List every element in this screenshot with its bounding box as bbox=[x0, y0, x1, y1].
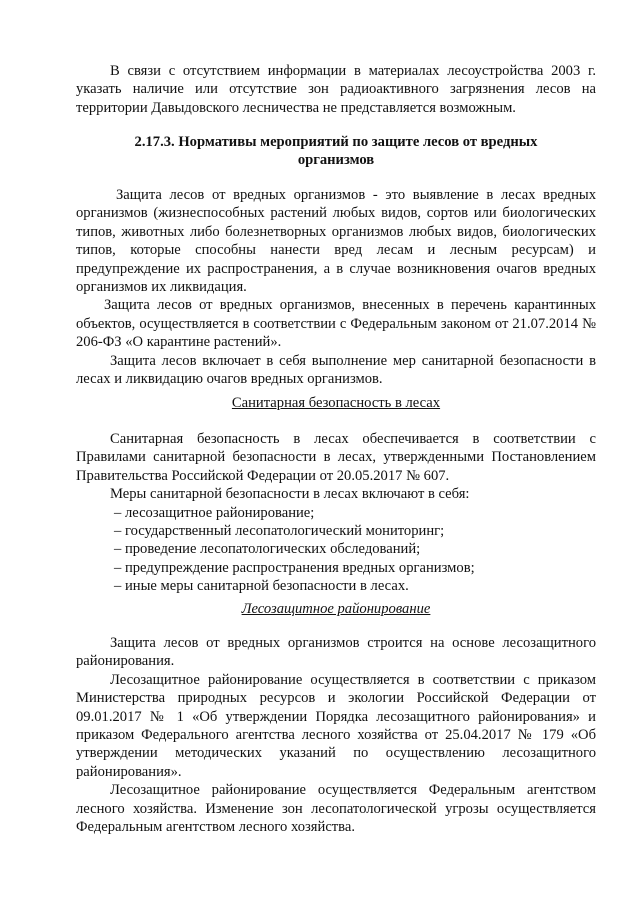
zoning-body bbox=[76, 634, 596, 836]
sanitary-paragraph: Санитарная безопасность в лесах обеспечивается в соответствии с Правилами санитарной безопасности в лесах, утвержденными Постановлением Правительства Российской Федерации от 20.05.2017 № 607. bbox=[76, 431, 596, 484]
paragraph-quarantine: Защита лесов от вредных организмов, внесенных в перечень карантинных объектов, осуществляется в соответствии с Федеральным законом от 21.07.2014 № 206-ФЗ «О карантине растений». bbox=[76, 297, 596, 351]
sanitary-heading-text: Санитарная безопасность в лесах bbox=[231, 395, 441, 411]
zoning-heading bbox=[76, 600, 596, 618]
list-item: – предупреждение распространения вредных организмов; bbox=[114, 559, 475, 576]
sanitary-list-intro: Меры санитарной безопасности в лесах включают в себя: bbox=[110, 486, 470, 503]
zoning-heading-text: Лесозащитное районирование bbox=[241, 601, 431, 617]
zoning-paragraph-basis: Защита лесов от вредных организмов строится на основе лесозащитного районирования. bbox=[76, 635, 596, 670]
list-item: – лесозащитное районирование; bbox=[114, 504, 315, 521]
section-title-line1: 2.17.3. Нормативы мероприятий по защите лесов от вредных bbox=[134, 134, 538, 150]
section-body bbox=[76, 186, 596, 388]
intro-paragraph: В связи с отсутствием информации в материалах лесоустройства 2003 г. указать наличие или отсутствие зон радиоактивного загрязнения лесов на территории Давыдовского лесничества не представляется возможным. bbox=[76, 63, 596, 116]
section-title-line2: организмов bbox=[297, 152, 375, 169]
zoning-paragraph-orders: Лесозащитное районирование осуществляется в соответствии с приказом Министерства природных ресурсов и экологии Российской Федерации от 09.01.2017 № 1 «Об утверждении Порядка лесозащитного районирования» и приказом Федерального агентства лесного хозяйства от 25.04.2017 № 179 «Об утверждении методических указаний по осуществлению лесозащитного районирования». bbox=[76, 671, 596, 780]
paragraph-protection-scope: Защита лесов включает в себя выполнение мер санитарной безопасности в лесах и ликвидацию очагов вредных организмов. bbox=[76, 352, 596, 388]
sanitary-body bbox=[76, 430, 596, 596]
sanitary-heading bbox=[76, 394, 596, 412]
paragraph-pest-definition: Защита лесов от вредных организмов - это выявление в лесах вредных организмов (жизнеспособных растений любых видов, сортов или биологических типов, животных либо болезнетворных организмов любых видов, биологических типов, которые способны нанести вред лесам и лесным ресурсам) и предупреждение их распространения, а в случае возникновения очагов вредных организмов их ликвидация. bbox=[76, 187, 596, 296]
sanitary-measures-list bbox=[76, 504, 596, 596]
list-item: – государственный лесопатологический мониторинг; bbox=[114, 523, 445, 540]
zoning-paragraph-agency: Лесозащитное районирование осуществляется Федеральным агентством лесного хозяйства. Изменение зон лесопатологической угрозы осуществляется Федеральным агентством лесного хозяйства. bbox=[76, 782, 596, 836]
list-item: – проведение лесопатологических обследований; bbox=[114, 541, 421, 558]
list-item: – иные меры санитарной безопасности в лесах. bbox=[114, 578, 409, 595]
intro-block bbox=[76, 62, 596, 117]
section-title bbox=[76, 133, 596, 170]
